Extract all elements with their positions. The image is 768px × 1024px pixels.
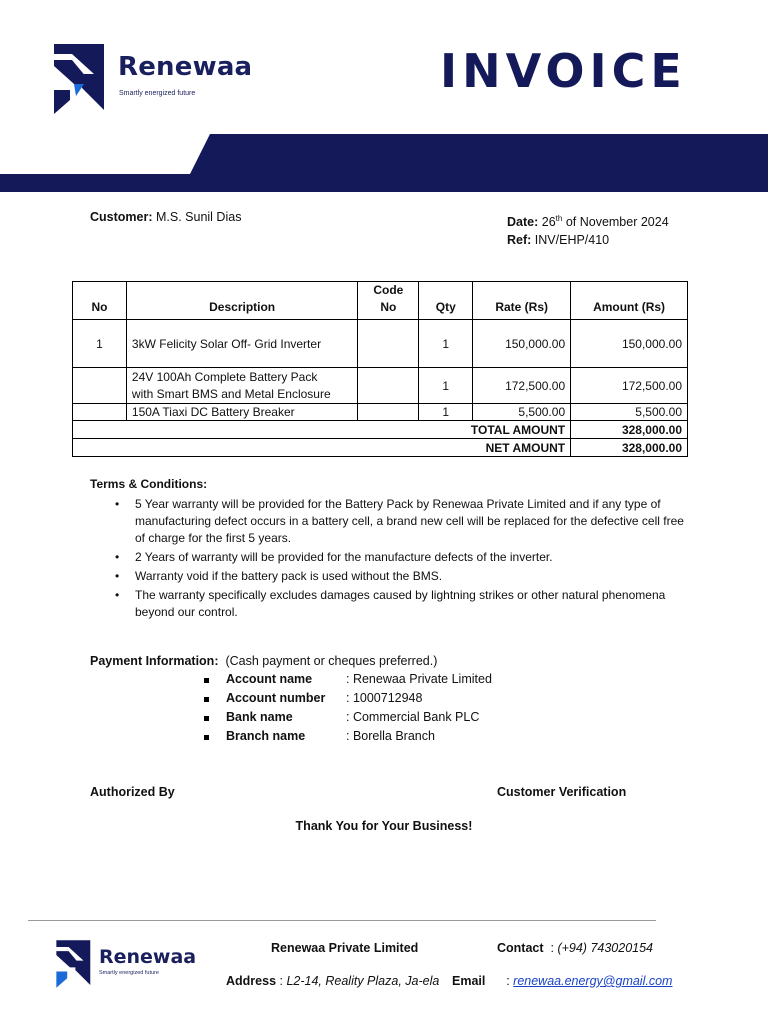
ref-line — [507, 231, 669, 249]
net-row — [73, 439, 688, 457]
payment-key: Branch name — [226, 729, 306, 743]
term-text: 5 Year warranty will be provided for the Battery Pack by Renewaa Private Limited and if any type of manufacturing defect occurs in a battery cell, a brand new cell will be replaced for the defective cell free of charge for the first 5 years. — [135, 497, 684, 545]
renewaa-bolt-icon — [52, 44, 108, 114]
header-no: No — [73, 282, 127, 320]
items-table — [72, 281, 688, 457]
square-bullet-icon — [204, 735, 209, 740]
row-amount: 172,500.00 — [571, 368, 688, 404]
row-description: 150A Tiaxi DC Battery Breaker — [126, 404, 357, 421]
footer-contact: Contact : (+94) 743020154 — [497, 941, 654, 955]
list-item — [115, 496, 690, 547]
address-value: L2-14, Reality Plaza, Ja-ela — [286, 974, 440, 988]
net-value: 328,000.00 — [571, 439, 688, 457]
header-banner — [0, 134, 768, 194]
date-label: Date: — [507, 215, 539, 230]
row-no — [73, 404, 127, 421]
row-code — [358, 320, 419, 368]
row-description-line1: 24V 100Ah Complete Battery Pack — [131, 369, 318, 384]
row-no — [73, 368, 127, 404]
total-row — [73, 421, 688, 439]
list-item — [115, 587, 690, 621]
square-bullet-icon — [204, 697, 209, 702]
header-code-line2: No — [380, 300, 397, 314]
row-description: 3kW Felicity Solar Off- Grid Inverter — [126, 320, 357, 368]
invoice-title: INVOICE — [440, 44, 687, 98]
footer-logo — [55, 938, 225, 988]
net-label: NET AMOUNT — [73, 439, 571, 457]
footer-brand-tagline: Smartly energized future — [99, 970, 159, 976]
payment-value: : 1000712948 — [346, 691, 423, 705]
total-value: 328,000.00 — [571, 421, 688, 439]
date-line — [507, 210, 669, 231]
contact-label: Contact — [497, 941, 544, 955]
payment-key: Account name — [226, 672, 313, 686]
customer-line — [90, 210, 241, 224]
table-row — [73, 404, 688, 421]
square-bullet-icon — [204, 678, 209, 683]
table-header-row — [73, 282, 688, 320]
list-item — [115, 549, 690, 566]
header-qty: Qty — [419, 282, 473, 320]
row-amount: 150,000.00 — [571, 320, 688, 368]
row-amount: 5,500.00 — [571, 404, 688, 421]
square-bullet-icon — [204, 716, 209, 721]
payment-key: Bank name — [226, 710, 293, 724]
payment-row — [204, 710, 650, 729]
email-link[interactable]: renewaa.energy@gmail.com — [513, 974, 673, 988]
header-code — [358, 282, 419, 320]
date-suffix: th — [555, 214, 563, 223]
bullet-icon: • — [115, 569, 120, 583]
customer-verification: Customer Verification — [497, 785, 627, 799]
payment-key: Account number — [226, 691, 326, 705]
header-amount: Amount (Rs) — [571, 282, 688, 320]
contact-value: (+94) 743020154 — [557, 941, 654, 955]
row-description-line2: with Smart BMS and Metal Enclosure — [131, 386, 331, 401]
header-code-line1: Code — [373, 283, 404, 297]
ref-value: INV/EHP/410 — [534, 233, 610, 248]
brand-tagline: Smartly energized future — [119, 90, 196, 97]
payment-value: : Commercial Bank PLC — [346, 710, 480, 724]
renewaa-bolt-icon — [55, 940, 93, 988]
list-item — [115, 568, 690, 585]
term-text: The warranty specifically excludes damages caused by lightning strikes or other natural phenomena beyond our control. — [135, 588, 666, 619]
ref-label: Ref: — [507, 233, 532, 248]
payment-section — [90, 654, 650, 748]
bullet-icon: • — [115, 550, 120, 564]
row-qty: 1 — [419, 404, 473, 421]
date-rest: of November 2024 — [565, 215, 669, 230]
row-rate: 172,500.00 — [473, 368, 571, 404]
row-no: 1 — [73, 320, 127, 368]
payment-note: (Cash payment or cheques preferred.) — [225, 654, 438, 668]
footer-email: Email : renewaa.energy@gmail.com — [452, 974, 673, 988]
row-qty: 1 — [419, 368, 473, 404]
bullet-icon: • — [115, 588, 120, 602]
brand-logo — [52, 44, 292, 114]
row-code — [358, 404, 419, 421]
terms-list — [115, 496, 690, 621]
email-label: Email — [452, 974, 486, 988]
total-label: TOTAL AMOUNT — [73, 421, 571, 439]
row-rate: 5,500.00 — [473, 404, 571, 421]
footer-divider — [28, 920, 656, 921]
payment-row — [204, 729, 650, 748]
term-text: Warranty void if the battery pack is used without the BMS. — [135, 569, 443, 583]
address-label: Address — [226, 974, 277, 988]
footer-company: Renewaa Private Limited — [271, 941, 419, 955]
payment-heading-line — [90, 654, 650, 668]
payment-value: : Borella Branch — [346, 729, 435, 743]
payment-row — [204, 691, 650, 710]
row-code — [358, 368, 419, 404]
header-description: Description — [126, 282, 357, 320]
date-day: 26 — [541, 215, 556, 230]
footer-address: Address : L2-14, Reality Plaza, Ja-ela — [226, 974, 440, 988]
terms-section — [90, 476, 690, 623]
row-rate: 150,000.00 — [473, 320, 571, 368]
brand-name: Renewaa — [118, 52, 253, 82]
terms-heading: Terms & Conditions: — [90, 477, 208, 491]
bullet-icon: • — [115, 497, 120, 511]
invoice-meta — [507, 210, 669, 249]
row-qty: 1 — [419, 320, 473, 368]
table-row — [73, 368, 688, 404]
customer-name: M.S. Sunil Dias — [156, 210, 242, 224]
header-rate: Rate (Rs) — [473, 282, 571, 320]
thank-you-note: Thank You for Your Business! — [295, 819, 473, 833]
footer-brand-name: Renewaa — [99, 946, 197, 968]
payment-heading: Payment Information: — [90, 654, 219, 668]
payment-value: : Renewaa Private Limited — [346, 672, 492, 686]
payment-row — [204, 672, 650, 691]
row-description — [126, 368, 357, 404]
table-row — [73, 320, 688, 368]
authorized-by: Authorized By — [90, 785, 175, 799]
customer-label: Customer: — [90, 210, 153, 224]
term-text: 2 Years of warranty will be provided for the manufacture defects of the inverter. — [135, 550, 553, 564]
